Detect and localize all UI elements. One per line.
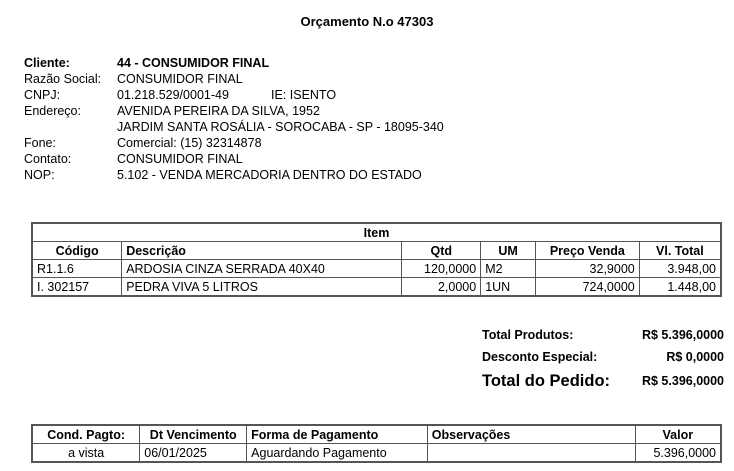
- cliente-value: 44 - CONSUMIDOR FINAL: [117, 56, 270, 70]
- cell-dt-vencimento: 06/01/2025: [140, 444, 247, 463]
- cell-total: 3.948,00: [639, 260, 721, 278]
- items-table: [31, 222, 722, 297]
- endereco-line2: JARDIM SANTA ROSÁLIA - SOROCABA - SP - 18095-340: [117, 120, 444, 134]
- endereco-label: Endereço:: [24, 104, 81, 118]
- col-header-cond-pagto: Cond. Pagto:: [32, 425, 140, 444]
- fone-label: Fone:: [24, 136, 56, 150]
- cell-qtd: 120,0000: [402, 260, 481, 278]
- total-produtos-value: R$ 5.396,0000: [641, 328, 724, 342]
- items-caption: Item: [32, 223, 721, 242]
- razao-value: CONSUMIDOR FINAL: [117, 72, 243, 86]
- desconto-row: [482, 346, 724, 368]
- razao-label: Razão Social:: [24, 72, 102, 86]
- cell-valor: 5.396,0000: [635, 444, 721, 463]
- col-header-valor: Valor: [635, 425, 721, 444]
- total-pedido-label: Total do Pedido:: [482, 372, 611, 390]
- col-header-qtd: Qtd: [402, 242, 481, 260]
- col-header-preco: Preço Venda: [535, 242, 639, 260]
- cell-codigo: R1.1.6: [32, 260, 122, 278]
- total-pedido-row: [482, 368, 724, 394]
- cell-um: M2: [481, 260, 536, 278]
- col-header-descricao: Descrição: [122, 242, 402, 260]
- total-produtos-label: Total Produtos:: [482, 328, 574, 342]
- cell-descricao: PEDRA VIVA 5 LITROS: [122, 278, 402, 297]
- table-row: [32, 444, 721, 463]
- cell-total: 1.448,00: [639, 278, 721, 297]
- ie-value: IE: ISENTO: [271, 88, 337, 102]
- cell-observacoes: [427, 444, 635, 463]
- cnpj-label: CNPJ:: [24, 88, 61, 102]
- desconto-label: Desconto Especial:: [482, 350, 598, 364]
- col-header-total: Vl. Total: [639, 242, 721, 260]
- col-header-observacoes: Observações: [427, 425, 635, 444]
- cell-descricao: ARDOSIA CINZA SERRADA 40X40: [122, 260, 402, 278]
- fone-value: Comercial: (15) 32314878: [117, 136, 262, 150]
- col-header-um: UM: [481, 242, 536, 260]
- col-header-dt-vencimento: Dt Vencimento: [140, 425, 247, 444]
- cell-um: 1UN: [481, 278, 536, 297]
- table-row: [32, 260, 721, 278]
- cell-forma-pagamento: Aguardando Pagamento: [247, 444, 428, 463]
- nop-value: 5.102 - VENDA MERCADORIA DENTRO DO ESTADO: [117, 168, 422, 182]
- col-header-codigo: Código: [32, 242, 122, 260]
- cell-preco: 32,9000: [535, 260, 639, 278]
- cliente-label: Cliente:: [24, 56, 70, 70]
- contato-label: Contato:: [24, 152, 72, 166]
- endereco-line1: AVENIDA PEREIRA DA SILVA, 1952: [117, 104, 320, 118]
- cnpj-value: 01.218.529/0001-49: [117, 88, 229, 102]
- document-title: Orçamento N.o 47303: [300, 14, 434, 29]
- cell-codigo: I. 302157: [32, 278, 122, 297]
- cell-preco: 724,0000: [535, 278, 639, 297]
- total-produtos-row: [482, 324, 724, 346]
- cell-cond-pagto: a vista: [32, 444, 140, 463]
- nop-label: NOP:: [24, 168, 55, 182]
- col-header-forma-pagamento: Forma de Pagamento: [247, 425, 428, 444]
- total-pedido-value: R$ 5.396,0000: [641, 374, 724, 388]
- payment-header-row: [32, 425, 721, 444]
- items-caption-row: [32, 223, 721, 242]
- contato-value: CONSUMIDOR FINAL: [117, 152, 243, 166]
- cell-qtd: 2,0000: [402, 278, 481, 297]
- totals-block: [482, 324, 724, 394]
- desconto-value: R$ 0,0000: [666, 350, 724, 364]
- table-row: [32, 278, 721, 297]
- payment-table: [31, 424, 722, 463]
- items-header-row: [32, 242, 721, 260]
